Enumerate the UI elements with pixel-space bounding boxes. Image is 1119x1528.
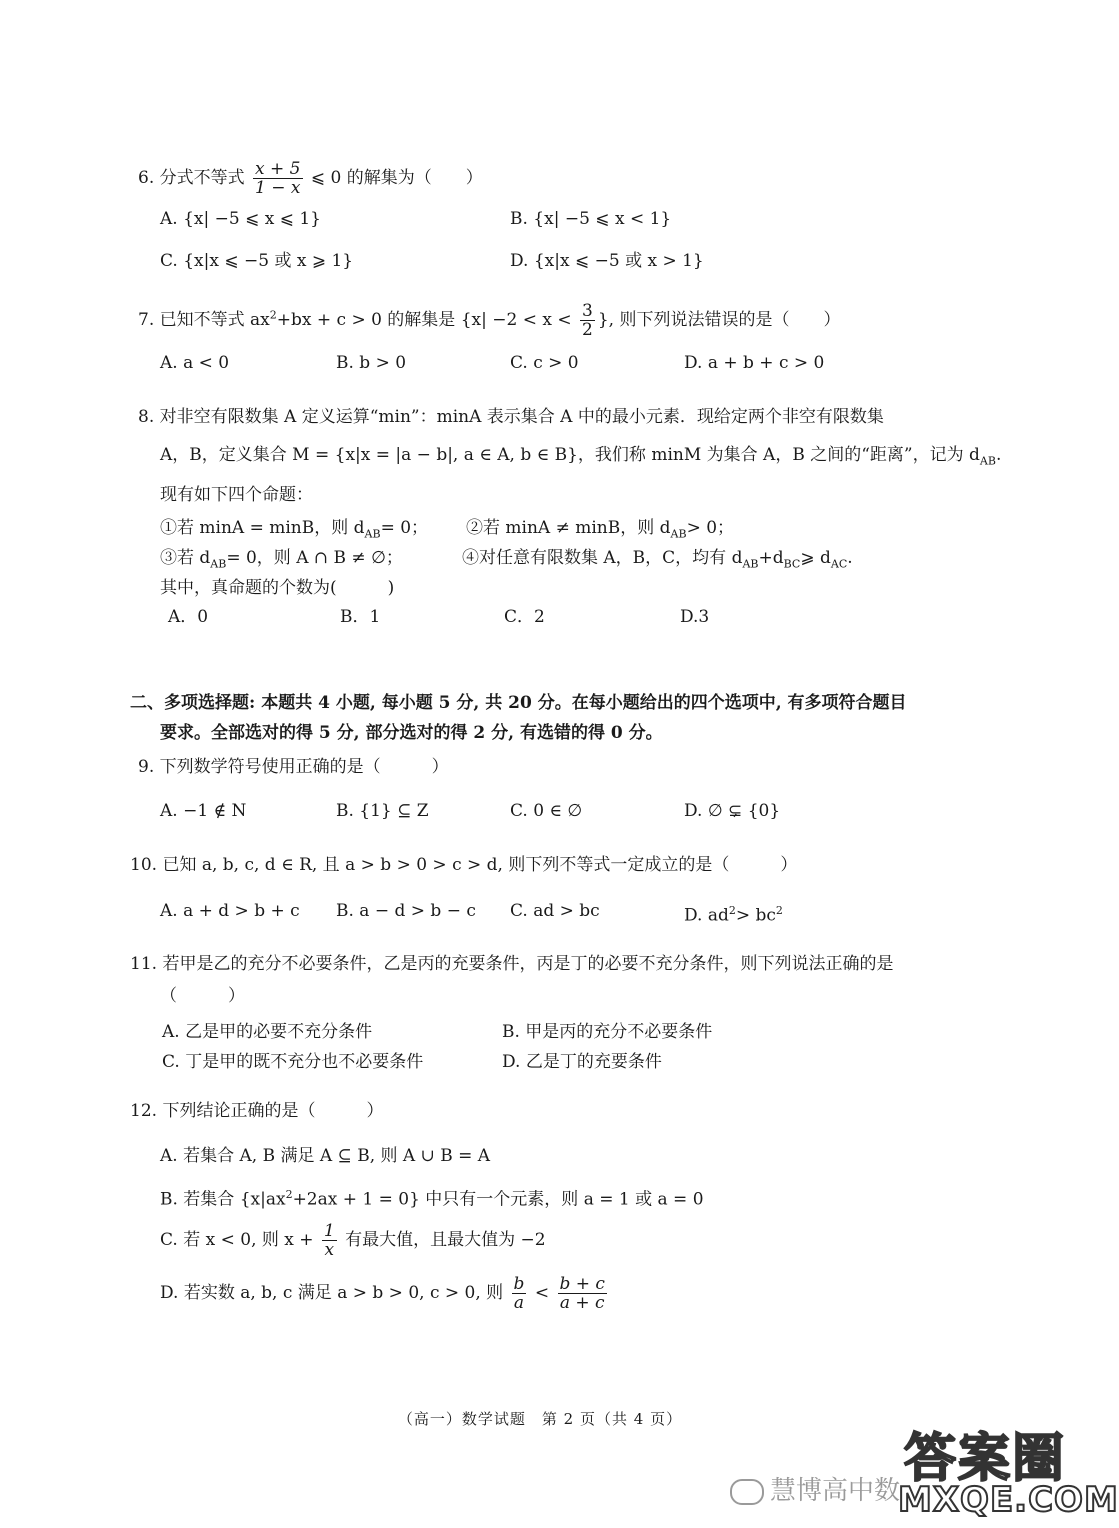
q6-option-c: C. {x|x ⩽ −5 或 x ⩾ 1} [160, 251, 354, 271]
q8-proposition-1: ①若 minA = minB，则 $d_{AB}= 0$； [160, 518, 429, 541]
q10-option-b: B. a − d > b − c [336, 901, 476, 921]
q7-option-c: C. c > 0 [510, 353, 579, 373]
q6-stem: 6. 分式不等式 $\frac{x + 5}{1 - x}$ ⩽ 0 的解集为（ ） [138, 159, 483, 198]
q7-fraction: $\frac{3}{2}$ [582, 301, 593, 340]
q10-option-c: C. ad > bc [510, 901, 600, 921]
q12-d-fraction-left: $\frac{b}{a}$ [513, 1274, 525, 1313]
q9-option-d: D. ∅ ⊊ {0} [684, 801, 781, 821]
q11-stem: 11. 若甲是乙的充分不必要条件，乙是丙的充要条件，丙是丁的必要不充分条件，则下列说法正确的是 [130, 954, 894, 974]
q6-option-a: A. {x| −5 ⩽ x ⩽ 1} [160, 209, 322, 229]
q10-option-a: A. a + d > b + c [160, 901, 300, 921]
answer-site-logo: 答案圈 MXQE.COM [898, 1429, 1119, 1520]
q8-option-d: D.3 [680, 607, 710, 627]
q11-option-c: C. 丁是甲的既不充分也不必要条件 [162, 1052, 424, 1072]
q7-option-a: A. a < 0 [160, 353, 230, 373]
q12-stem: 12. 下列结论正确的是（ ） [130, 1101, 384, 1121]
q6-option-d: D. {x|x ⩽ −5 或 x > 1} [510, 251, 704, 271]
q8-option-b: B．1 [340, 607, 381, 627]
q8-proposition-4: ④对任意有限数集 A，B，C，均有 $d_{AB}+d_{BC}⩾$ $d_{AC}$. [462, 548, 853, 571]
q11-option-b: B. 甲是丙的充分不必要条件 [502, 1022, 713, 1042]
q8-option-a: A．0 [168, 607, 209, 627]
q10-stem: 10. 已知 a, b, c, d ∈ R, 且 a > b > 0 > c > d, 则下列不等式一定成立的是（ ） [130, 855, 798, 875]
q6-fraction: $\frac{x + 5}{1 - x}$ [255, 159, 301, 198]
q12-option-a: A. 若集合 A, B 满足 A ⊆ B, 则 A ∪ B = A [160, 1146, 491, 1166]
q9-option-c: C. 0 ∈ ∅ [510, 801, 583, 821]
section2-heading-line2: 要求。全部选对的得 5 分, 部分选对的得 2 分, 有选错的得 0 分。 [160, 723, 663, 743]
q12-option-d: D. 若实数 a, b, c 满足 a > b > 0, c > 0, 则 $\frac{b}{a}$ < $\frac{b + c}{a + c}$ [160, 1274, 605, 1313]
q12-option-c: C. 若 x < 0, 则 x + $\frac{1}{x}$ 有最大值，且最大值为 −2 [160, 1221, 546, 1260]
section2-heading-line1: 二、多项选择题: 本题共 4 小题, 每小题 5 分, 共 20 分。在每小题给出的四个选项中, 有多项符合题目 [130, 693, 907, 713]
q8-line3: 现有如下四个命题： [160, 485, 313, 505]
page-footer: （高一）数学试题 第 2 页（共 4 页） [397, 1410, 683, 1428]
q11-option-a: A. 乙是甲的必要不充分条件 [162, 1022, 373, 1042]
q11-paren: （ ） [160, 986, 245, 1006]
q12-c-fraction: $\frac{1}{x}$ [323, 1221, 335, 1260]
q8-proposition-3: ③若 $d_{AB}= 0$，则 A ∩ B ≠ ∅； [160, 548, 403, 571]
q11-option-d: D. 乙是丁的充要条件 [502, 1052, 662, 1072]
q10-option-d: D. $ad^2> bc^2$ [684, 904, 783, 926]
q12-option-b: B. 若集合 $\{x|ax^2+2ax + 1 = 0\}$ 中只有一个元素，则 a = 1 或 a = 0 [160, 1188, 704, 1210]
q7-stem: 7. 已知不等式 $ax^2+bx + c > 0$ 的解集是 {x| −2 < x < $\frac{3}{2}$ }, 则下列说法错误的是（ ） [138, 301, 841, 340]
q9-option-a: A. −1 ∉ N [160, 801, 247, 821]
q8-proposition-2: ②若 minA ≠ minB，则 $d_{AB}> 0$； [466, 518, 735, 541]
q12-d-fraction-right: $\frac{b + c}{a + c}$ [559, 1274, 605, 1313]
q8-line2: A，B，定义集合 M = {x|x = |a − b|, a ∈ A, b ∈ B}，我们称 minM 为集合 A，B 之间的“距离”，记为 $d_{AB}$. [160, 445, 1002, 468]
q8-line1: 8. 对非空有限数集 A 定义运算“min”：minA 表示集合 A 中的最小元素．现给定两个非空有限数集 [138, 407, 884, 427]
wechat-icon [730, 1479, 764, 1505]
q7-option-d: D. a + b + c > 0 [684, 353, 825, 373]
q8-line6: 其中，真命题的个数为( ) [160, 578, 395, 598]
wechat-watermark: 慧博高中数 [730, 1470, 900, 1507]
q9-stem: 9. 下列数学符号使用正确的是（ ） [138, 757, 449, 777]
q9-option-b: B. {1} ⊆ Z [336, 801, 429, 821]
q7-option-b: B. b > 0 [336, 353, 407, 373]
q6-option-b: B. {x| −5 ⩽ x < 1} [510, 209, 672, 229]
q8-option-c: C．2 [504, 607, 545, 627]
